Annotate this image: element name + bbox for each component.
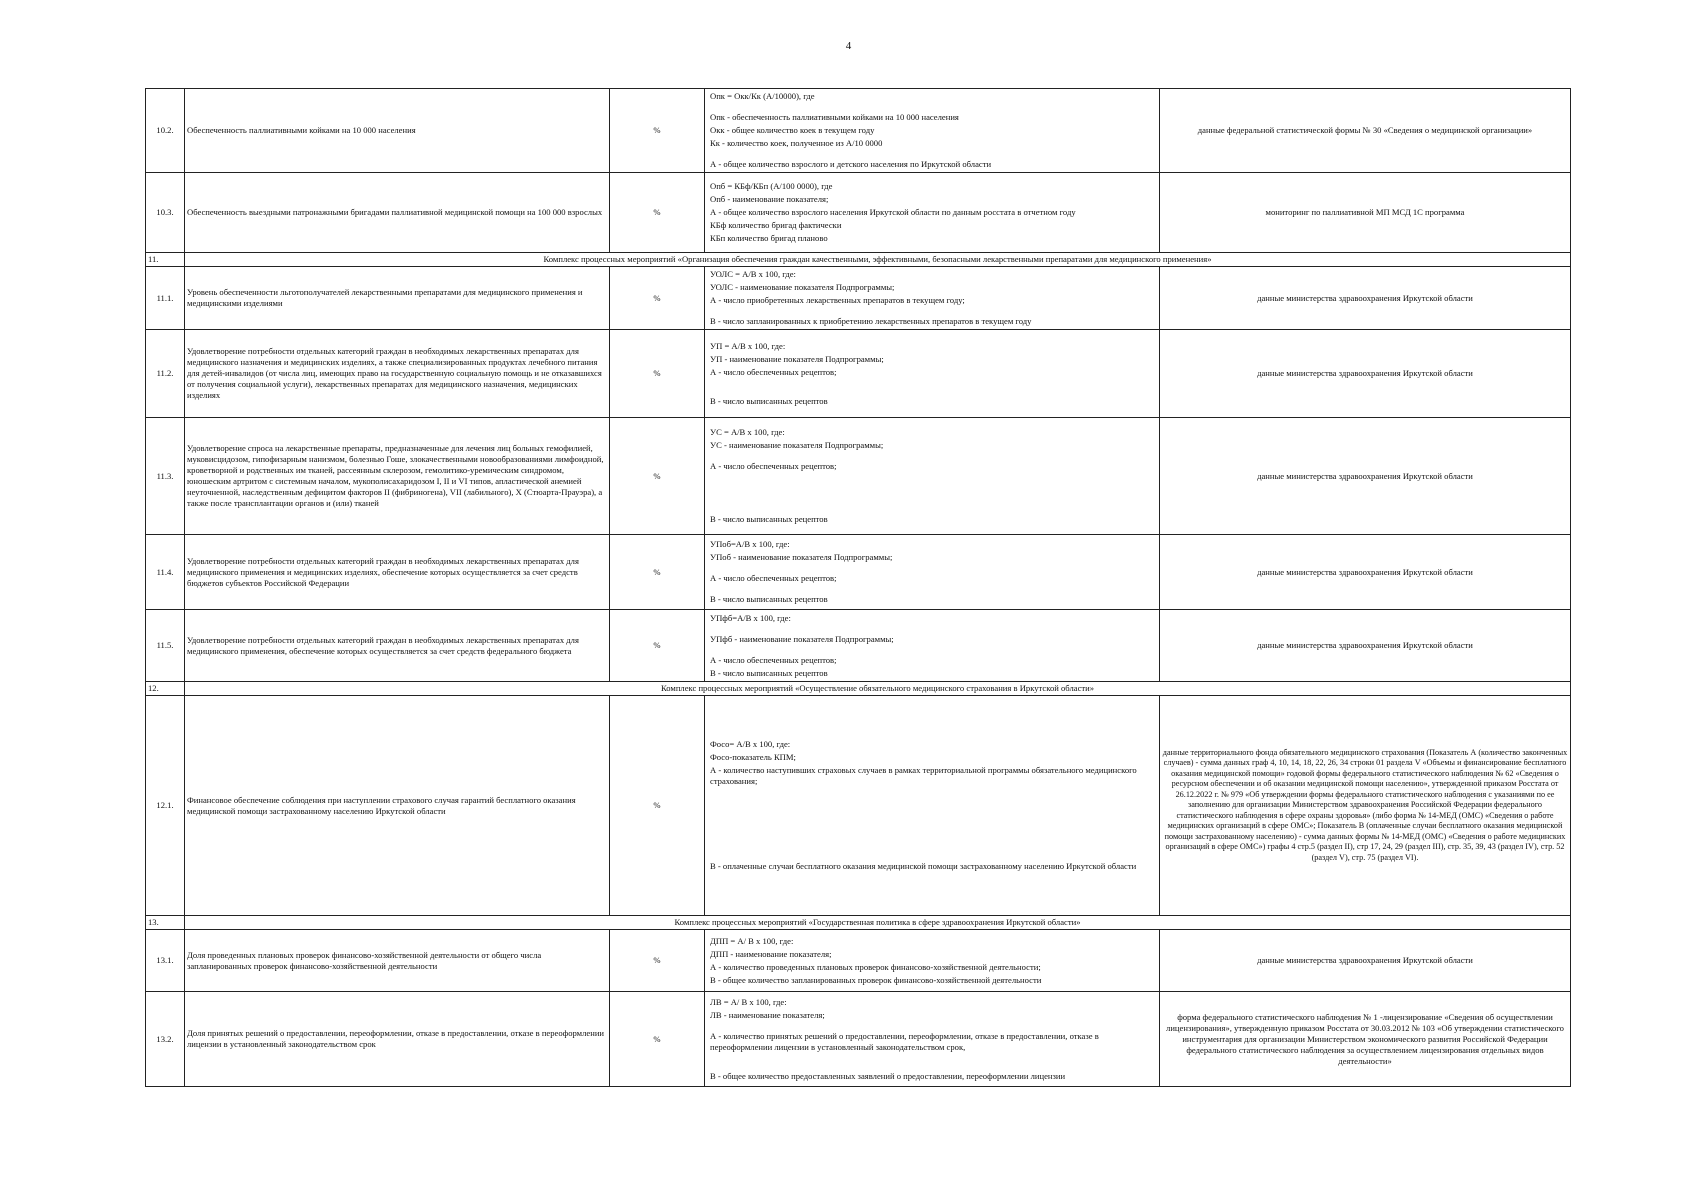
section-row (146, 916, 1571, 930)
formula-line: В - общее количество предоставленных заявлений о предоставлении, переоформлении лицензии (710, 1070, 1066, 1081)
formula-line: УС - наименование показателя Подпрограммы; (710, 440, 884, 450)
indicator-name: Доля проведенных плановых проверок финансово-хозяйственной деятельности от общего числа запланированных проверок финансово-хозяйственной деятельности (185, 930, 610, 992)
formula-line: А - число приобретенных лекарственных препаратов в текущем году; (710, 295, 965, 305)
unit-cell: % (610, 330, 705, 418)
unit-cell: % (610, 610, 705, 682)
formula-line: В - число выписанных рецептов (710, 594, 828, 604)
table-row (146, 89, 1571, 173)
formula-cell (705, 267, 1160, 330)
formula-line: УОЛС = А/В х 100, где: (710, 269, 796, 279)
source-cell: данные министерства здравоохранения Иркутской области (1160, 535, 1571, 610)
source-cell: данные министерства здравоохранения Иркутской области (1160, 330, 1571, 418)
row-number: 11.3. (146, 418, 185, 535)
source-cell: мониторинг по паллиативной МП МСД 1С программа (1160, 173, 1571, 253)
formula-line: А - число обеспеченных рецептов; (710, 461, 837, 471)
formula-line: В - число выписанных рецептов (710, 395, 828, 406)
section-number: 12. (146, 682, 185, 696)
formula-line: В - число запланированных к приобретению лекарственных препаратов в текущем году (710, 316, 1032, 326)
section-title: Комплекс процессных мероприятий «Организация обеспечения граждан качественными, эффективными, безопасными лекарственными препаратами для медицинского применения» (185, 253, 1571, 267)
section-number: 11. (146, 253, 185, 267)
formula-line: Опб - наименование показателя; (710, 194, 829, 204)
formula-line: А - общее количество взрослого населения Иркутской области по данным росстата в отчетном году (710, 207, 1076, 217)
formula-cell (705, 930, 1160, 992)
row-number: 10.2. (146, 89, 185, 173)
indicator-name: Обеспеченность паллиативными койками на 10 000 населения (185, 89, 610, 173)
row-number: 13.2. (146, 992, 185, 1087)
formula-line: ЛВ = А/ В х 100, где: (710, 996, 787, 1007)
table-row (146, 330, 1571, 418)
row-number: 13.1. (146, 930, 185, 992)
formula-line: УПфб=А/В х 100, где: (710, 612, 791, 623)
formula-line: Опк = Окк/Кк (А/10000), где (710, 91, 815, 101)
formula-line: УПфб - наименование показателя Подпрограммы; (710, 633, 894, 644)
table-row (146, 930, 1571, 992)
formula-line: КБф количество бригад фактически (710, 220, 842, 230)
unit-cell: % (610, 89, 705, 173)
row-number: 11.4. (146, 535, 185, 610)
unit-cell: % (610, 992, 705, 1087)
section-title: Комплекс процессных мероприятий «Осуществление обязательного медицинского страхования в Иркутской области» (185, 682, 1571, 696)
page-number: 4 (845, 40, 852, 52)
formula-line: Фосо= А/В х 100, где: (710, 739, 791, 749)
formula-cell (705, 696, 1160, 916)
formula-line: Опк - обеспеченность паллиативными койками на 10 000 населения (710, 112, 959, 122)
source-cell: форма федерального статистического наблюдения № 1 -лицензирование «Сведения об осуществлении лицензирования», утвержденную приказом Росстата от 30.03.2012 № 103 «Об утверждении статистического инструментария для организации Министерством экономического развития Российской Федерации федерального статистического наблюдения за осуществлением лицензирования отдельных видов деятельности» (1160, 992, 1571, 1087)
formula-line: А - общее количество взрослого и детского населения по Иркутской области (710, 159, 992, 169)
formula-line: В - число выписанных рецептов (710, 514, 828, 524)
formula-line: В - число выписанных рецептов (710, 667, 828, 678)
table-row (146, 696, 1571, 916)
formula-line: А - количество наступивших страховых случаев в рамках территориальной программы обязательного медицинского страхования; (710, 765, 1137, 786)
formula-line: УП = А/В х 100, где: (710, 340, 786, 351)
formula-line: А - число обеспеченных рецептов; (710, 366, 837, 377)
formula-line: А - количество принятых решений о предоставлении, переоформлении, отказе в предоставлении, отказе в переоформлении лицензии в установленный законодательством срок, (710, 1030, 1099, 1052)
formula-line: А - число обеспеченных рецептов; (710, 654, 837, 665)
table-row (146, 992, 1571, 1087)
table-row (146, 535, 1571, 610)
section-title: Комплекс процессных мероприятий «Государственная политика в сфере здравоохранения Иркутской области» (185, 916, 1571, 930)
formula-line: УС = А/В х 100, где: (710, 427, 785, 437)
formula-cell (705, 535, 1160, 610)
formula-cell (705, 418, 1160, 535)
formula-line: УПоб=А/В х 100, где: (710, 539, 790, 549)
formula-line: ЛВ - наименование показателя; (710, 1009, 825, 1020)
formula-cell (705, 89, 1160, 173)
formula-cell (705, 992, 1160, 1087)
row-number: 11.5. (146, 610, 185, 682)
formula-line: А - число обеспеченных рецептов; (710, 573, 837, 583)
indicator-name: Удовлетворение потребности отдельных категорий граждан в необходимых лекарственных препаратах для медицинского применения и медицинских изделиях, обеспечение которых осуществляется за счет средств бюджетов субъектов Российской Федерации (185, 535, 610, 610)
formula-line: КБп количество бригад планово (710, 233, 828, 243)
section-number: 13. (146, 916, 185, 930)
formula-line: ДПП = А/ В х 100, где: (710, 935, 794, 946)
indicator-name: Обеспеченность выездными патронажными бригадами паллиативной медицинской помощи на 100 000 взрослых (185, 173, 610, 253)
table-row (146, 418, 1571, 535)
unit-cell: % (610, 696, 705, 916)
formula-cell (705, 173, 1160, 253)
source-cell: данные министерства здравоохранения Иркутской области (1160, 267, 1571, 330)
formula-line: Окк - общее количество коек в текущем году (710, 125, 875, 135)
table-row (146, 267, 1571, 330)
formula-line: УП - наименование показателя Подпрограммы; (710, 353, 884, 364)
source-cell: данные территориального фонда обязательного медицинского страхования (Показатель А (количество законченных случаев) - сумма данных граф 4, 10, 14, 18, 22, 26, 34 строки 01 раздела V «Объемы и финансирование бесплатного оказания медицинской помощи» годовой формы федерального статистического наблюдения № 62 «Сведения о ресурсном обеспечении и об оказании медицинской помощи населению», утвержденной приказом Росстата от 26.12.2022 г. № 979 «Об утверждении формы федерального статистического наблюдения с указаниями по ее заполнению для организации Министерством здравоохранения Российской Федерации федерального статистического наблюдения в сфере охраны здоровья» (либо форма № 14-МЕД (ОМС) «Сведения о работе медицинских организаций в сфере ОМС»; Показатель В (оплаченные случаи бесплатного оказания медицинской помощи застрахованному населению) - сумма данных формы № 14-МЕД (ОМС) «Сведения о работе медицинских организаций в сфере ОМС») графы 4 стр.5 (раздел II), стр 17, 24, 29 (раздел III), стр. 35, 39, 43 (раздел IV), стр. 52 (раздел V), стр. 75 (раздел VI). (1160, 696, 1571, 916)
indicator-name: Удовлетворение спроса на лекарственные препараты, предназначенные для лечения лиц больных гемофилией, муковисцидозом, гипофизарным нанизмом, болезнью Гоше, злокачественными новообразованиями лимфоидной, кроветворной и родственных им тканей, рассеянным склерозом, гемолитико-уремическим синдромом, юношеским артритом с системным началом, мукополисахаридозом I, II и VI типов, апластической анемией неуточненной, наследственным дефицитом факторов II (фибриногена), VII (лабильного), X (Стюарта-Прауэра), а также после трансплантации органов и (или) тканей (185, 418, 610, 535)
section-row (146, 253, 1571, 267)
indicator-name: Удовлетворение потребности отдельных категорий граждан в необходимых лекарственных препаратах для медицинского назначения и медицинских изделиях, а также специализированных продуктах лечебного питания для детей-инвалидов (от числа лиц, имеющих право на государственную социальную помощь и не отказавшихся от получения социальной услуги), лекарственных препаратах для медицинского назначения, медицинских изделиях (185, 330, 610, 418)
table-row (146, 173, 1571, 253)
source-cell: данные министерства здравоохранения Иркутской области (1160, 610, 1571, 682)
source-cell: данные министерства здравоохранения Иркутской области (1160, 930, 1571, 992)
formula-line: В - общее количество запланированных проверок финансово-хозяйственной деятельности (710, 974, 1042, 985)
row-number: 11.2. (146, 330, 185, 418)
indicators-table (145, 88, 1571, 1087)
unit-cell: % (610, 418, 705, 535)
unit-cell: % (610, 930, 705, 992)
row-number: 10.3. (146, 173, 185, 253)
source-cell: данные министерства здравоохранения Иркутской области (1160, 418, 1571, 535)
source-cell: данные федеральной статистической формы № 30 «Сведения о медицинской организации» (1160, 89, 1571, 173)
formula-cell (705, 330, 1160, 418)
formula-line: В - оплаченные случаи бесплатного оказания медицинской помощи застрахованному населению Иркутской области (710, 861, 1137, 871)
formula-line: Кк - количество коек, полученное из А/10 0000 (710, 138, 883, 148)
indicator-name: Финансовое обеспечение соблюдения при наступлении страхового случая гарантий бесплатного оказания медицинской помощи застрахованному населению Иркутской области (185, 696, 610, 916)
unit-cell: % (610, 173, 705, 253)
formula-line: ДПП - наименование показателя; (710, 948, 832, 959)
indicator-name: Уровень обеспеченности льготополучателей лекарственными препаратами для медицинского применения и медицинскими изделиями (185, 267, 610, 330)
formula-cell (705, 610, 1160, 682)
formula-line: Опб = КБф/КБп (А/100 0000), где (710, 181, 833, 191)
row-number: 12.1. (146, 696, 185, 916)
unit-cell: % (610, 535, 705, 610)
indicator-name: Удовлетворение потребности отдельных категорий граждан в необходимых лекарственных препаратах для медицинского применения, обеспечение которых осуществляется за счет средств федерального бюджета (185, 610, 610, 682)
formula-line: УОЛС - наименование показателя Подпрограммы; (710, 282, 895, 292)
formula-line: Фосо-показатель КПМ; (710, 752, 796, 762)
indicator-name: Доля принятых решений о предоставлении, переоформлении, отказе в предоставлении, отказе в переоформлении лицензии в установленный законодательством срок (185, 992, 610, 1087)
row-number: 11.1. (146, 267, 185, 330)
formula-line: УПоб - наименование показателя Подпрограммы; (710, 552, 893, 562)
section-row (146, 682, 1571, 696)
formula-line: А - количество проведенных плановых проверок финансово-хозяйственной деятельности; (710, 961, 1041, 972)
table-row (146, 610, 1571, 682)
unit-cell: % (610, 267, 705, 330)
